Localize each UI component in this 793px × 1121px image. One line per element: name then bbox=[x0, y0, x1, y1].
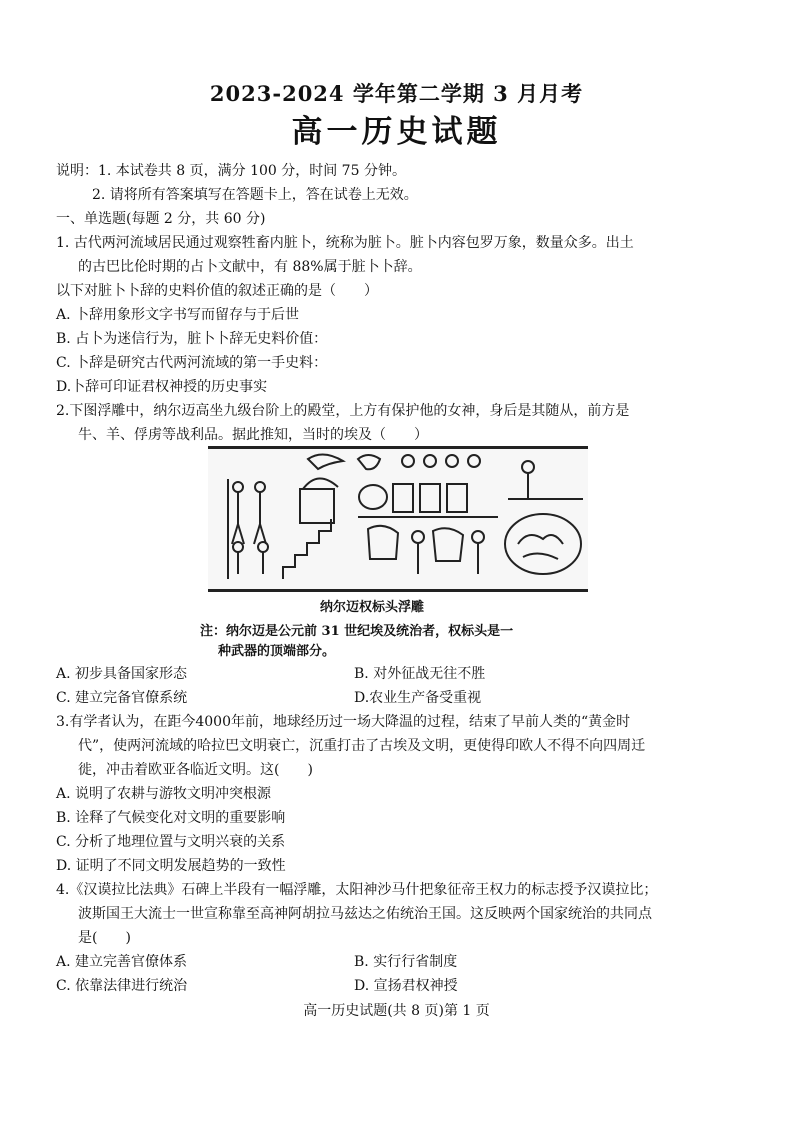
page-footer: 高一历史试题(共 8 页)第 1 页 bbox=[303, 1003, 490, 1019]
q1-option-b: B. 占卜为迷信行为，脏卜卜辞无史料价值： bbox=[56, 331, 328, 347]
q3-stem-2: 代”，使两河流域的哈拉巴文明衰亡，沉重打击了古埃及文明，更使得印欧人不得不向四周迁 bbox=[78, 738, 646, 754]
q3-stem-1: 3.有学者认为，在距今4000年前，地球经历过一场大降温的过程，结束了早前人类的“黄金时 bbox=[56, 714, 631, 730]
q1-option-a: A. 卜辞用象形文字书写而留存与于后世 bbox=[56, 307, 300, 323]
q2-option-a: A. 初步具备国家形态 bbox=[56, 666, 188, 682]
section-heading: 一、单选题(每题 2 分，共 60 分) bbox=[56, 211, 266, 227]
q1-stem-1: 1. 古代两河流域居民通过观察牲畜内脏卜，统称为脏卜。脏卜内容包罗万象，数量众多。出土 bbox=[56, 235, 634, 251]
q2-option-c: C. 建立完备官僚系统 bbox=[56, 690, 188, 706]
q2-option-b: B. 对外征战无往不胜 bbox=[354, 666, 486, 682]
q1-stem-3: 以下对脏卜卜辞的史料价值的叙述正确的是（ ） bbox=[56, 283, 378, 299]
figure-note-2: 种武器的顶端部分。 bbox=[218, 644, 336, 659]
exam-subtitle: 2023-2024 学年第二学期 3 月月考 bbox=[209, 81, 584, 106]
q4-option-d: D. 宣扬君权神授 bbox=[354, 978, 458, 994]
q3-option-d: D. 证明了不同文明发展趋势的一致性 bbox=[56, 858, 286, 874]
narmer-relief-image bbox=[208, 446, 588, 592]
q3-stem-3: 徙，冲击着欧亚各临近文明。这( ) bbox=[78, 762, 313, 778]
q3-option-c: C. 分析了地理位置与文明兴衰的关系 bbox=[56, 834, 286, 850]
instructions-line-2: 2. 请将所有答案填写在答题卡上，答在试卷上无效。 bbox=[92, 187, 418, 203]
q2-stem-2: 牛、羊、俘虏等战利品。据此推知，当时的埃及（ ） bbox=[78, 427, 428, 443]
q2-stem-1: 2.下图浮雕中，纳尔迈高坐九级台阶上的殿堂，上方有保护他的女神，身后是其随从，前方是 bbox=[56, 403, 630, 419]
figure-note-1: 注：纳尔迈是公元前 31 世纪埃及统治者，权标头是一 bbox=[200, 624, 514, 639]
q1-option-c: C. 卜辞是研究古代两河流域的第一手史料： bbox=[56, 355, 328, 371]
instructions-line-1: 说明：1. 本试卷共 8 页，满分 100 分，时间 75 分钟。 bbox=[56, 163, 406, 179]
q4-option-b: B. 实行行省制度 bbox=[354, 954, 458, 970]
q4-stem-1: 4.《汉谟拉比法典》石碑上半段有一幅浮雕，太阳神沙马什把象征帝王权力的标志授予汉谟拉比； bbox=[56, 882, 658, 898]
q1-option-d: D.卜辞可印证君权神授的历史事实 bbox=[56, 379, 268, 395]
q4-option-c: C. 依靠法律进行统治 bbox=[56, 978, 188, 994]
q4-stem-2: 波斯国王大流士一世宣称靠至高神阿胡拉马兹达之佑统治王国。这反映两个国家统治的共同点 bbox=[78, 906, 652, 922]
q3-option-b: B. 诠释了气候变化对文明的重要影响 bbox=[56, 810, 286, 826]
exam-title: 高一历史试题 bbox=[291, 114, 502, 150]
q2-option-d: D.农业生产备受重视 bbox=[354, 690, 482, 706]
q1-stem-2: 的古巴比伦时期的占卜文献中，有 88%属于脏卜卜辞。 bbox=[78, 259, 422, 275]
figure-caption: 纳尔迈权标头浮雕 bbox=[320, 600, 425, 615]
q4-stem-3: 是( ) bbox=[78, 930, 131, 946]
q4-option-a: A. 建立完善官僚体系 bbox=[56, 954, 188, 970]
q3-option-a: A. 说明了农耕与游牧文明冲突根源 bbox=[56, 786, 272, 802]
